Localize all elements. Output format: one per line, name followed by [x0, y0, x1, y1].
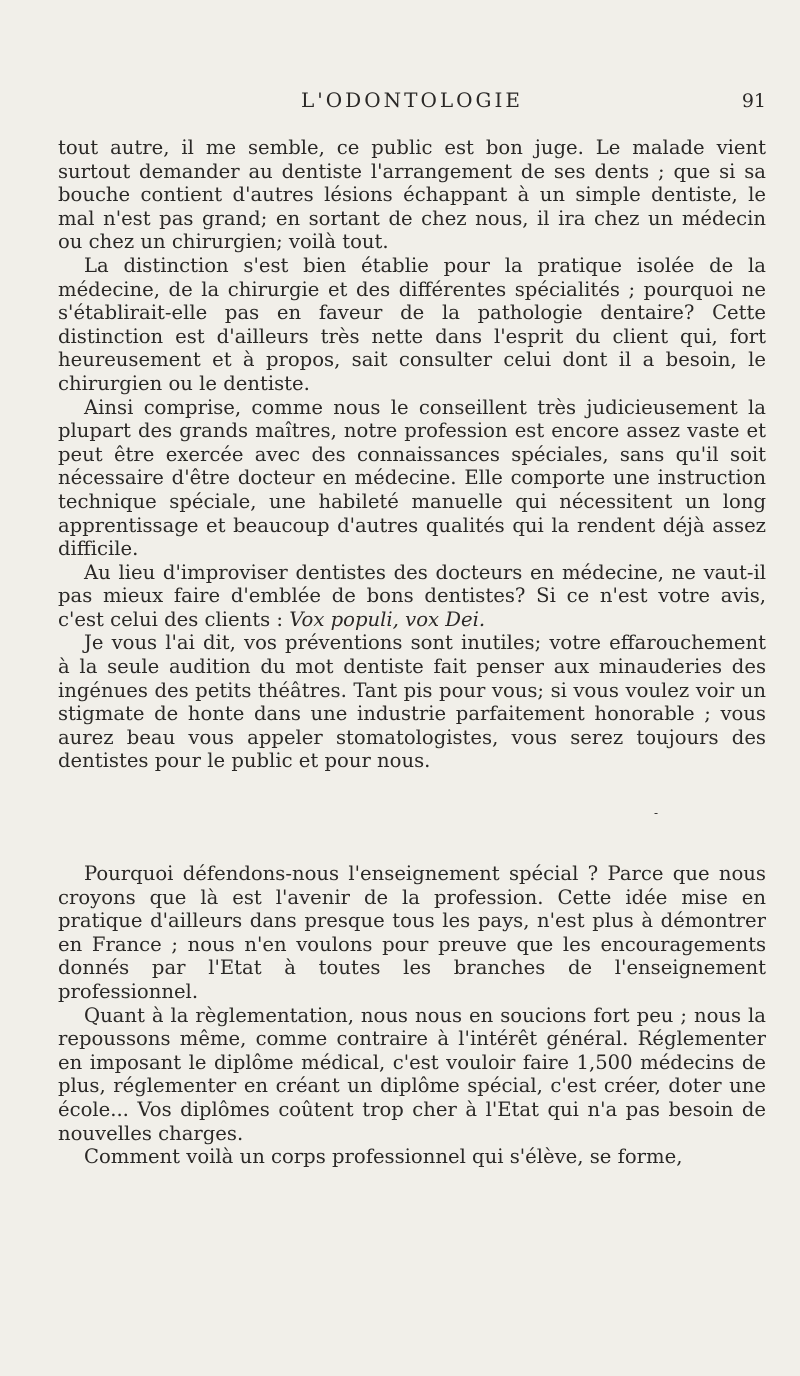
- text-block-1: [58, 136, 766, 773]
- page-header: [58, 88, 766, 118]
- latin-quote: Vox populi, vox Dei.: [289, 607, 486, 631]
- paragraph-text: Au lieu d'improviser dentistes des docteurs en médecine, ne vaut-il pas mieux faire d'emblée de bons dentistes? Si ce n'est votre avis, c'est celui des clients :: [58, 560, 766, 631]
- paragraph: Ainsi comprise, comme nous le conseillent très judicieusement la plupart des grands maîtres, notre profession est encore assez vaste et peut être exercée avec des connaissances spéciales, sans qu'il soit nécessaire d'être docteur en médecine. Elle comporte une instruction technique spéciale, une habileté manuelle qui nécessitent un long apprentissage et beaucoup d'autres qualités qui la rendent déjà assez difficile.: [58, 395, 766, 561]
- paragraph: tout autre, il me semble, ce public est bon juge. Le malade vient surtout demander au dentiste l'arrangement de ses dents ; que si sa bouche contient d'autres lésions échappant à un simple dentiste, le mal n'est pas grand; en sortant de chez nous, il ira chez un médecin ou chez un chirurgien; voilà tout.: [58, 136, 766, 254]
- text-block-2: [58, 862, 766, 1169]
- running-title: L'ODONTOLOGIE: [301, 88, 523, 112]
- paragraph: La distinction s'est bien établie pour la pratique isolée de la médecine, de la chirurgie et des différentes spécialités ; pourquoi ne s'établirait-elle pas en faveur de la pathologie dentaire? Cette distinction est d'ailleurs très nette dans l'esprit du client qui, fort heureusement et à propos, sait consulter celui dont il a besoin, le chirurgien ou le dentiste.: [58, 253, 766, 395]
- stray-mark: -: [654, 806, 659, 820]
- paragraph: [58, 561, 766, 632]
- page-number: 91: [741, 90, 766, 112]
- paragraph: Pourquoi défendons-nous l'enseignement spécial ? Parce que nous croyons que là est l'avenir de la profession. Cette idée mise en pratique d'ailleurs dans presque tous les pays, n'est plus à démontrer en France ; nous n'en voulons pour preuve que les encouragements donnés par l'Etat à toutes les branches de l'enseignement professionnel.: [58, 862, 766, 1003]
- paragraph: Je vous l'ai dit, vos préventions sont inutiles; votre effarouchement à la seule audition du mot dentiste fait penser aux minauderies des ingénues des petits théâtres. Tant pis pour vous; si vous voulez voir un stigmate de honte dans une industrie parfaitement honorable ; vous aurez beau vous appeler stomatologistes, vous serez toujours des dentistes pour le public et pour nous.: [58, 631, 766, 773]
- paragraph: Comment voilà un corps professionnel qui s'élève, se forme,: [84, 1145, 683, 1169]
- paragraph: Quant à la règlementation, nous nous en soucions fort peu ; nous la repoussons même, comme contraire à l'intérêt général. Réglementer en imposant le diplôme médical, c'est vouloir faire 1,500 médecins de plus, réglementer en créant un diplôme spécial, c'est créer, doter une école... Vos diplômes coûtent trop cher à l'Etat qui n'a pas besoin de nouvelles charges.: [58, 1003, 766, 1145]
